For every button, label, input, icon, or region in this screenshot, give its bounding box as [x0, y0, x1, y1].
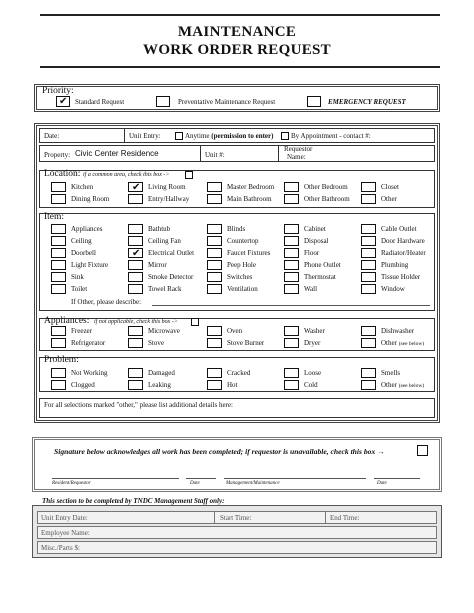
appliance-dishwasher-checkbox[interactable] — [361, 326, 376, 336]
location-kitchen-checkbox[interactable] — [51, 182, 66, 192]
item-toilet-label: Toilet — [71, 285, 88, 293]
item-smoke-detector-label: Smoke Detector — [148, 273, 194, 281]
management-signature-line[interactable] — [224, 478, 366, 479]
location-living-room-label: Living Room — [148, 183, 186, 191]
item-switches-label: Switches — [227, 273, 253, 281]
item-cable-outlet-checkbox[interactable] — [361, 224, 376, 234]
requestor-label-1: Requestor — [284, 145, 313, 153]
staff-row-2 — [37, 526, 437, 539]
item-ceiling-fan-label: Ceiling Fan — [148, 237, 181, 245]
problem-not-working-checkbox[interactable] — [51, 368, 66, 378]
item-towel-rack-checkbox[interactable] — [128, 284, 143, 294]
appliance-oven-checkbox[interactable] — [207, 326, 222, 336]
problem-clogged-checkbox[interactable] — [51, 380, 66, 390]
problem-damaged-label: Damaged — [148, 369, 175, 377]
item-tissue-holder-label: Tissue Holder — [381, 273, 421, 281]
preventative-checkbox[interactable] — [156, 96, 170, 107]
item-phone-outlet-label: Phone Outlet — [304, 261, 341, 269]
problem-cracked-label: Cracked — [227, 369, 251, 377]
appliance-freezer-label: Freezer — [71, 327, 92, 335]
appliance-stove-burner-label: Stove Burner — [227, 339, 265, 347]
item-other-label: If Other, please describe: — [71, 298, 142, 306]
location-entry-hallway-label: Entry/Hallway — [148, 195, 190, 203]
end-time-label: End Time: — [330, 514, 360, 522]
appliance-freezer-checkbox[interactable] — [51, 326, 66, 336]
item-wall-checkbox[interactable] — [284, 284, 299, 294]
item-countertop-label: Countertop — [227, 237, 259, 245]
date1-label: Date — [190, 481, 200, 486]
item-plumbing-label: Plumbing — [381, 261, 409, 269]
item-ventilation-checkbox[interactable] — [207, 284, 222, 294]
location-master-bedroom-label: Master Bedroom — [227, 183, 275, 191]
item-cable-outlet-label: Cable Outlet — [381, 225, 417, 233]
item-doorbell-label: Doorbell — [71, 249, 96, 257]
item-switches-checkbox[interactable] — [207, 272, 222, 282]
problem-other-note: (see below) — [398, 383, 425, 389]
title-rule — [40, 66, 440, 68]
problem-hot-label: Hot — [227, 381, 238, 389]
problem-other-checkbox[interactable] — [361, 380, 376, 390]
emergency-checkbox[interactable] — [307, 96, 321, 107]
resident-label: Resident/Requestor — [52, 481, 91, 486]
location-other-checkbox[interactable] — [361, 194, 376, 204]
appliances-note: if not applicable, check this box -> — [94, 319, 178, 325]
item-ceiling-label: Ceiling — [71, 237, 92, 245]
problem-hot-checkbox[interactable] — [207, 380, 222, 390]
checkmark-icon: ✔ — [132, 182, 141, 193]
appliance-microwave-label: Microwave — [148, 327, 180, 335]
problem-cold-checkbox[interactable] — [284, 380, 299, 390]
appointment-checkbox[interactable] — [281, 132, 289, 140]
location-closet-label: Closet — [381, 183, 399, 191]
location-main-bathroom-checkbox[interactable] — [207, 194, 222, 204]
appliance-oven-label: Oven — [227, 327, 243, 335]
location-kitchen-label: Kitchen — [71, 183, 94, 191]
requestor-label-2: Name: — [287, 153, 306, 161]
item-radiator-heater-label: Radiator/Heater — [381, 249, 426, 257]
problem-not-working-label: Not Working — [71, 369, 108, 377]
appliance-stove-checkbox[interactable] — [128, 338, 143, 348]
location-living-room-checkbox[interactable] — [128, 182, 143, 192]
problem-loose-label: Loose — [304, 369, 322, 377]
misc-parts-label: Misc./Parts $: — [41, 544, 80, 552]
anytime-checkbox[interactable] — [175, 132, 183, 140]
item-floor-checkbox[interactable] — [284, 248, 299, 258]
location-dining-room-checkbox[interactable] — [51, 194, 66, 204]
appliance-dryer-checkbox[interactable] — [284, 338, 299, 348]
item-label: Item: — [44, 212, 65, 222]
item-peep-hole-checkbox[interactable] — [207, 260, 222, 270]
item-ceiling-checkbox[interactable] — [51, 236, 66, 246]
appliance-dishwasher-label: Dishwasher — [381, 327, 415, 335]
item-blinds-checkbox[interactable] — [207, 224, 222, 234]
date2-label: Date — [377, 481, 387, 486]
location-master-bedroom-checkbox[interactable] — [207, 182, 222, 192]
item-faucet-fixtures-label: Faucet Fixtures — [227, 249, 271, 257]
resident-signature-line[interactable] — [52, 478, 179, 479]
item-phone-outlet-checkbox[interactable] — [284, 260, 299, 270]
employee-name-label: Employee Name: — [41, 529, 90, 537]
item-thermostat-checkbox[interactable] — [284, 272, 299, 282]
item-smoke-detector-checkbox[interactable] — [128, 272, 143, 282]
appliance-other-checkbox[interactable] — [361, 338, 376, 348]
appliance-washer-label: Washer — [304, 327, 325, 335]
unit-number-label: Unit #: — [205, 151, 225, 159]
standard-request-label: Standard Request — [75, 98, 125, 106]
problem-leaking-checkbox[interactable] — [128, 380, 143, 390]
problem-smells-label: Smells — [381, 369, 401, 377]
requestor-unavailable-checkbox[interactable] — [417, 445, 428, 456]
item-door-hardware-checkbox[interactable] — [361, 236, 376, 246]
item-light-fixture-checkbox[interactable] — [51, 260, 66, 270]
item-peep-hole-label: Peep Hole — [227, 261, 256, 269]
item-wall-label: Wall — [304, 285, 318, 293]
staff-row-3 — [37, 541, 437, 554]
item-other-line[interactable] — [152, 305, 430, 306]
date2-line[interactable] — [374, 478, 420, 479]
item-bathtub-checkbox[interactable] — [128, 224, 143, 234]
staff-note: This section to be completed by TNDC Management Staff only: — [42, 497, 225, 505]
priority-label: Priority: — [42, 86, 74, 96]
problem-clogged-label: Clogged — [71, 381, 95, 389]
problem-cold-label: Cold — [304, 381, 318, 389]
item-sink-label: Sink — [71, 273, 84, 281]
item-cabinet-label: Cabinet — [304, 225, 326, 233]
location-other-bedroom-checkbox[interactable] — [284, 182, 299, 192]
date1-line[interactable] — [186, 478, 216, 479]
item-window-label: Window — [381, 285, 405, 293]
unit-entry-label: Unit Entry: — [129, 132, 161, 140]
management-label: Management/Maintenance — [226, 481, 280, 486]
appliance-refrigerator-checkbox[interactable] — [51, 338, 66, 348]
item-faucet-fixtures-checkbox[interactable] — [207, 248, 222, 258]
appliance-other-note: (see below) — [398, 341, 425, 347]
unit-entry-date-label: Unit Entry Date: — [41, 514, 88, 522]
date-label: Date: — [44, 132, 60, 140]
item-tissue-holder-checkbox[interactable] — [361, 272, 376, 282]
problem-label: Problem: — [44, 355, 79, 365]
top-rule — [40, 14, 440, 16]
item-plumbing-checkbox[interactable] — [361, 260, 376, 270]
appliance-stove-label: Stove — [148, 339, 164, 347]
property-label: Property: — [44, 151, 71, 159]
item-electrical-outlet-label: Electrical Outlet — [148, 249, 195, 257]
item-bathtub-label: Bathtub — [148, 225, 171, 233]
emergency-label: EMERGENCY REQUEST — [328, 98, 406, 106]
item-sink-checkbox[interactable] — [51, 272, 66, 282]
location-other-bathroom-label: Other Bathroom — [304, 195, 350, 203]
form-title-line1: MAINTENANCE — [177, 24, 297, 40]
location-main-bathroom-label: Main Bathroom — [227, 195, 272, 203]
item-disposal-checkbox[interactable] — [284, 236, 299, 246]
item-doorbell-checkbox[interactable] — [51, 248, 66, 258]
appointment-label: By Appointment - contact #: — [291, 132, 371, 140]
location-closet-checkbox[interactable] — [361, 182, 376, 192]
preventative-label: Preventative Maintenance Request — [178, 98, 276, 106]
item-mirror-label: Mirror — [148, 261, 167, 269]
item-towel-rack-label: Towel Rack — [148, 285, 182, 293]
standard-request-checkbox[interactable]: ✔ — [56, 96, 70, 107]
location-other-bedroom-label: Other Bedroom — [304, 183, 348, 191]
location-other-bathroom-checkbox[interactable] — [284, 194, 299, 204]
item-window-checkbox[interactable] — [361, 284, 376, 294]
details-label: For all selections marked "other," please list additional details here: — [44, 401, 233, 409]
item-blinds-label: Blinds — [227, 225, 246, 233]
appliance-refrigerator-label: Refrigerator — [71, 339, 106, 347]
start-time-label: Start Time: — [220, 514, 252, 522]
item-thermostat-label: Thermostat — [304, 273, 336, 281]
problem-cracked-checkbox[interactable] — [207, 368, 222, 378]
appliance-other-label: Other (see below) — [381, 339, 425, 347]
common-area-checkbox[interactable] — [185, 171, 193, 179]
item-mirror-checkbox[interactable] — [128, 260, 143, 270]
problem-leaking-label: Leaking — [148, 381, 171, 389]
item-floor-label: Floor — [304, 249, 320, 257]
problem-smells-checkbox[interactable] — [361, 368, 376, 378]
appliances-label: Appliances: — [44, 316, 90, 326]
anytime-label: Anytime (permission to enter) — [185, 132, 274, 140]
item-door-hardware-label: Door Hardware — [381, 237, 425, 245]
item-ceiling-fan-checkbox[interactable] — [128, 236, 143, 246]
appliance-microwave-checkbox[interactable] — [128, 326, 143, 336]
problem-damaged-checkbox[interactable] — [128, 368, 143, 378]
not-applicable-checkbox[interactable] — [191, 318, 199, 326]
location-dining-room-label: Dining Room — [71, 195, 110, 203]
appliance-dryer-label: Dryer — [304, 339, 321, 347]
problem-other-label: Other (see below) — [381, 381, 425, 389]
location-note: if a common area, check this box -> — [83, 172, 170, 178]
problem-loose-checkbox[interactable] — [284, 368, 299, 378]
form-title-line2: WORK ORDER REQUEST — [143, 42, 331, 58]
item-electrical-outlet-checkbox[interactable] — [128, 248, 143, 258]
item-disposal-label: Disposal — [304, 237, 329, 245]
location-label: Location: — [44, 169, 81, 179]
item-toilet-checkbox[interactable] — [51, 284, 66, 294]
location-entry-hallway-checkbox[interactable] — [128, 194, 143, 204]
item-radiator-heater-checkbox[interactable] — [361, 248, 376, 258]
item-cabinet-checkbox[interactable] — [284, 224, 299, 234]
property-value[interactable]: Civic Center Residence — [75, 149, 159, 158]
checkmark-icon: ✔ — [132, 248, 141, 259]
appliance-stove-burner-checkbox[interactable] — [207, 338, 222, 348]
appliance-washer-checkbox[interactable] — [284, 326, 299, 336]
location-other-label: Other — [381, 195, 397, 203]
item-ventilation-label: Ventilation — [227, 285, 258, 293]
signature-statement: Signature below acknowledges all work has been completed; if requestor is unavailable, check this box → — [54, 447, 385, 456]
item-appliances-label: Appliances — [71, 225, 103, 233]
item-light-fixture-label: Light Fixture — [71, 261, 109, 269]
item-countertop-checkbox[interactable] — [207, 236, 222, 246]
item-appliances-checkbox[interactable] — [51, 224, 66, 234]
